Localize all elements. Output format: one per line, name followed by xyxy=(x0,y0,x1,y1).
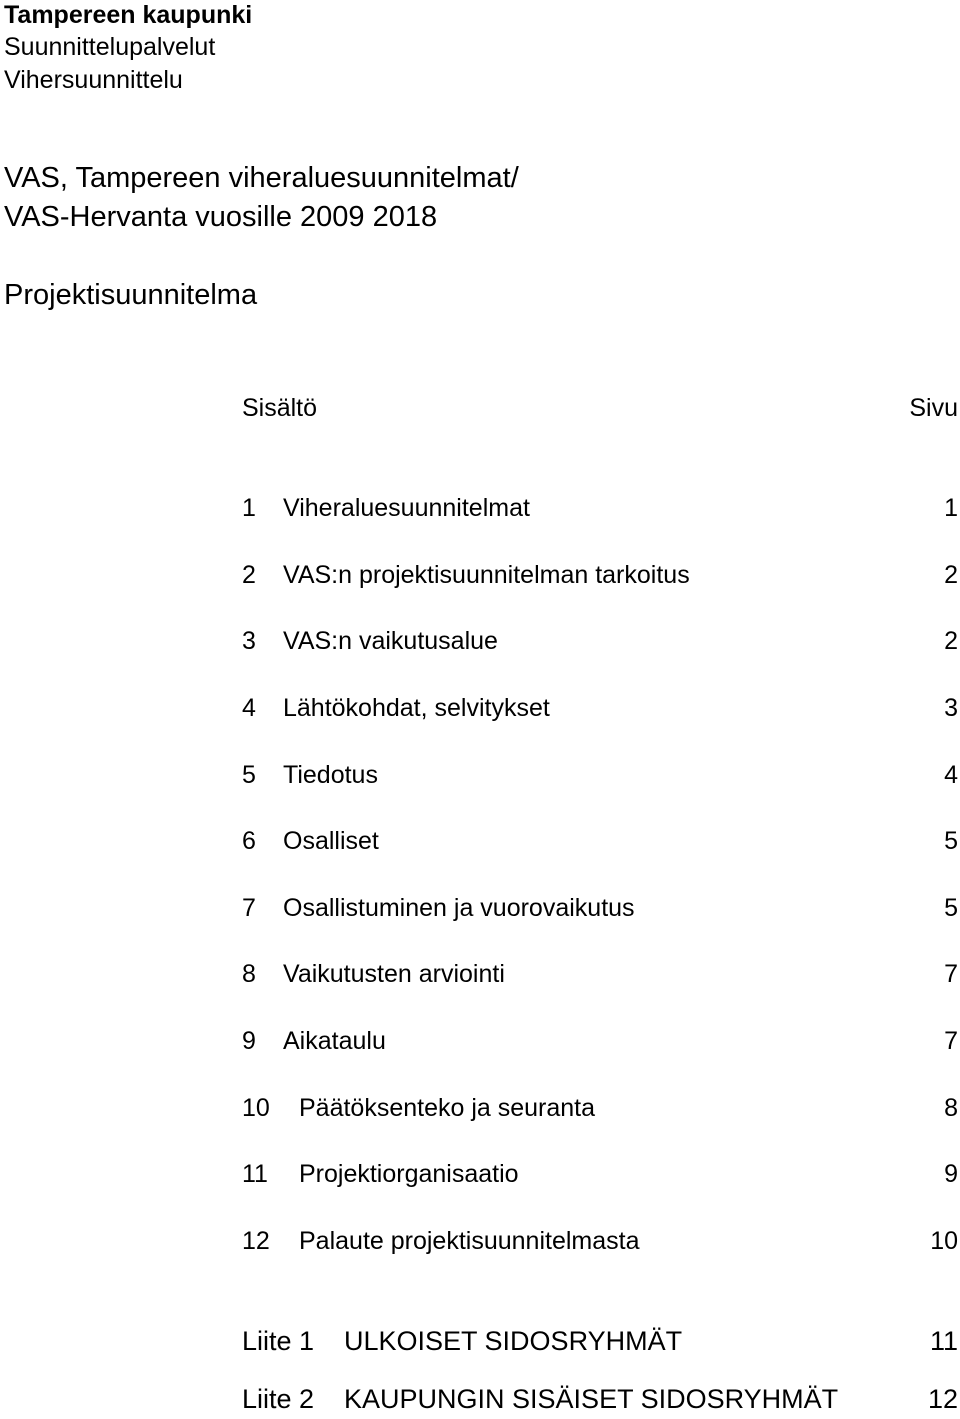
toc-entry xyxy=(242,759,958,791)
toc-entry xyxy=(242,892,958,924)
toc-header xyxy=(242,392,958,424)
toc-entry-label: VAS:n projektisuunnitelman tarkoitus xyxy=(283,561,690,589)
document-subtitle: Projektisuunnitelma xyxy=(4,279,258,311)
appendix-page: 11 xyxy=(929,1326,958,1356)
toc-entry xyxy=(242,825,958,857)
toc-entry-page: 2 xyxy=(944,561,958,589)
toc-heading-page: Sivu xyxy=(909,394,958,422)
toc-entry xyxy=(242,958,958,990)
toc-entry xyxy=(242,559,958,591)
toc-entry-label: Osalliset xyxy=(283,827,379,855)
toc-entry-label: Osallistuminen ja vuorovaikutus xyxy=(283,894,635,922)
toc-entry-page: 9 xyxy=(944,1160,958,1188)
toc-entry-label: Vaikutusten arviointi xyxy=(283,960,505,988)
unit-name: Vihersuunnittelu xyxy=(4,66,183,94)
toc-entry-number: 7 xyxy=(242,894,256,922)
toc-entry-number: 12 xyxy=(242,1227,270,1255)
organization-name: Tampereen kaupunki xyxy=(4,1,253,29)
appendix-entry xyxy=(242,1324,958,1358)
toc-entry xyxy=(242,692,958,724)
appendix-number: Liite 1 xyxy=(242,1326,315,1356)
toc-entry-label: Päätöksenteko ja seuranta xyxy=(299,1094,596,1122)
toc-entry-number: 11 xyxy=(242,1160,268,1188)
toc-entry-label: Projektiorganisaatio xyxy=(299,1160,519,1188)
toc-entry-label: Lähtökohdat, selvitykset xyxy=(283,694,550,722)
toc-entry xyxy=(242,1225,958,1257)
appendix-page: 12 xyxy=(927,1384,958,1414)
document-title-line-1: VAS, Tampereen viheraluesuunnitelmat/ xyxy=(4,162,519,194)
appendix-label: ULKOISET SIDOSRYHMÄT xyxy=(344,1326,683,1356)
toc-entry-page: 4 xyxy=(944,761,958,789)
toc-entry xyxy=(242,1025,958,1057)
toc-entry xyxy=(242,1092,958,1124)
toc-heading-contents: Sisältö xyxy=(242,394,318,422)
toc-entry-number: 9 xyxy=(242,1027,256,1055)
appendix-label: KAUPUNGIN SISÄISET SIDOSRYHMÄT xyxy=(344,1384,839,1414)
toc-entry-label: Viheraluesuunnitelmat xyxy=(283,494,530,522)
toc-entry-page: 8 xyxy=(944,1094,958,1122)
toc-entry-page: 2 xyxy=(944,627,958,655)
toc-entry-page: 5 xyxy=(944,827,958,855)
toc-entry-number: 4 xyxy=(242,694,256,722)
appendix-entry xyxy=(242,1382,958,1416)
toc-entry xyxy=(242,625,958,657)
toc-entry-label: VAS:n vaikutusalue xyxy=(283,627,498,655)
toc-entry-page: 1 xyxy=(944,494,958,522)
toc-entry xyxy=(242,492,958,524)
toc-entry-label: Palaute projektisuunnitelmasta xyxy=(299,1227,640,1255)
toc-entry xyxy=(242,1158,958,1190)
toc-entry-label: Aikataulu xyxy=(283,1027,386,1055)
toc-entry-page: 3 xyxy=(944,694,958,722)
toc-entry-number: 1 xyxy=(242,494,256,522)
toc-entry-number: 10 xyxy=(242,1094,270,1122)
toc-entry-number: 5 xyxy=(242,761,256,789)
toc-entry-number: 6 xyxy=(242,827,256,855)
toc-entry-page: 7 xyxy=(944,1027,958,1055)
toc-entry-page: 7 xyxy=(944,960,958,988)
toc-entry-label: Tiedotus xyxy=(283,761,378,789)
toc-entry-number: 2 xyxy=(242,561,256,589)
department-name: Suunnittelupalvelut xyxy=(4,33,216,61)
toc-entry-page: 5 xyxy=(944,894,958,922)
toc-entry-page: 10 xyxy=(930,1227,958,1255)
toc-entry-number: 3 xyxy=(242,627,256,655)
toc-entry-number: 8 xyxy=(242,960,256,988)
document-title-line-2: VAS-Hervanta vuosille 2009 2018 xyxy=(4,201,438,233)
appendix-number: Liite 2 xyxy=(242,1384,315,1414)
